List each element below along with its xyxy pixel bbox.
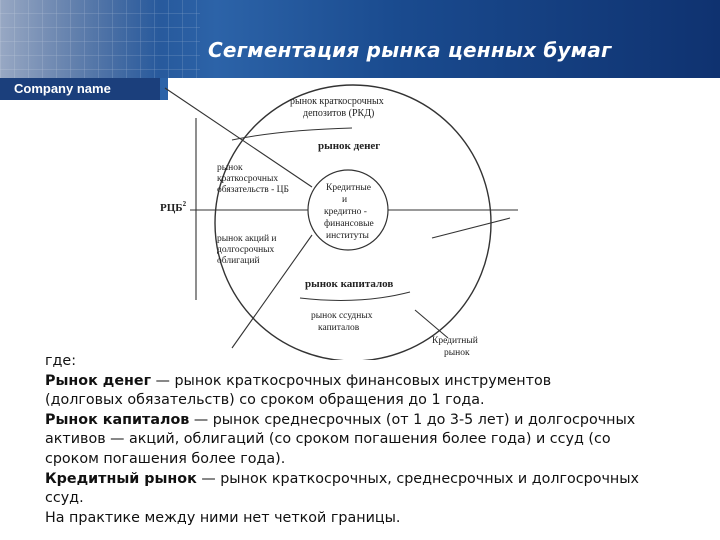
credit-market-line [415, 310, 448, 338]
deposits-label-1: рынок краткосрочных [290, 96, 384, 107]
credit-market-label-2: рынок [444, 348, 470, 358]
capital-market-label: рынок капиталов [305, 278, 394, 290]
short-obligations-label-1: рынок [217, 163, 243, 173]
short-obligations-label-2: краткосрочных [217, 174, 279, 184]
shares-label-3: облигаций [217, 256, 260, 266]
short-obligations-label-3: обязательств - ЦБ [217, 185, 289, 195]
money-definition-2: (долговых обязательств) со сроком обращения до 1 года. [45, 392, 485, 409]
deposits-label-2: депозитов (РКД) [303, 108, 375, 119]
capital-definition-2: активов — акций, облигаций (со сроком погашения более года) и ссуд (со [45, 431, 611, 448]
loans-label-2: капиталов [318, 323, 360, 333]
credit-definition-1: Кредитный рынок — рынок краткосрочных, среднесрочных и долгосрочных [45, 470, 639, 487]
slide-title: Сегментация рынка ценных бумаг [208, 38, 612, 62]
institutions-label-5: институты [326, 231, 369, 241]
header-glow [0, 0, 160, 78]
institutions-label-1: Кредитные [326, 183, 371, 193]
capital-definition-1: Рынок капиталов — рынок среднесрочных (от 1 до 3-5 лет) и долгосрочных [45, 411, 636, 428]
capital-term: Рынок капиталов [45, 411, 190, 428]
where-line: где: [45, 353, 77, 369]
institutions-label-3: кредитно - [324, 207, 367, 217]
lower-arc [300, 292, 410, 300]
money-definition-1: Рынок денег — рынок краткосрочных финансовых инструментов [45, 372, 552, 389]
company-name: Company name [14, 81, 111, 96]
money-term: Рынок денег [45, 372, 152, 389]
definitions-text [45, 352, 715, 528]
practice-note: На практике между ними нет четкой границы. [45, 509, 401, 526]
institutions-label-4: финансовые [324, 219, 374, 229]
rcb-label: РЦБ$^2$ [160, 200, 187, 214]
credit-market-label-1: Кредитный [432, 336, 478, 346]
credit-definition-2: ссуд. [45, 490, 84, 507]
right-curve-line [432, 218, 510, 238]
credit-term: Кредитный рынок [45, 470, 197, 487]
market-diagram [0, 80, 720, 360]
capital-definition-3: сроком погашения более года). [45, 450, 286, 467]
loans-label-1: рынок ссудных [311, 311, 373, 321]
money-market-label: рынок денег [318, 140, 381, 152]
shares-label-1: рынок акций и [217, 234, 277, 244]
upper-arc [232, 128, 352, 140]
shares-label-2: долгосрочных [217, 245, 275, 255]
institutions-label-2: и [342, 195, 348, 205]
